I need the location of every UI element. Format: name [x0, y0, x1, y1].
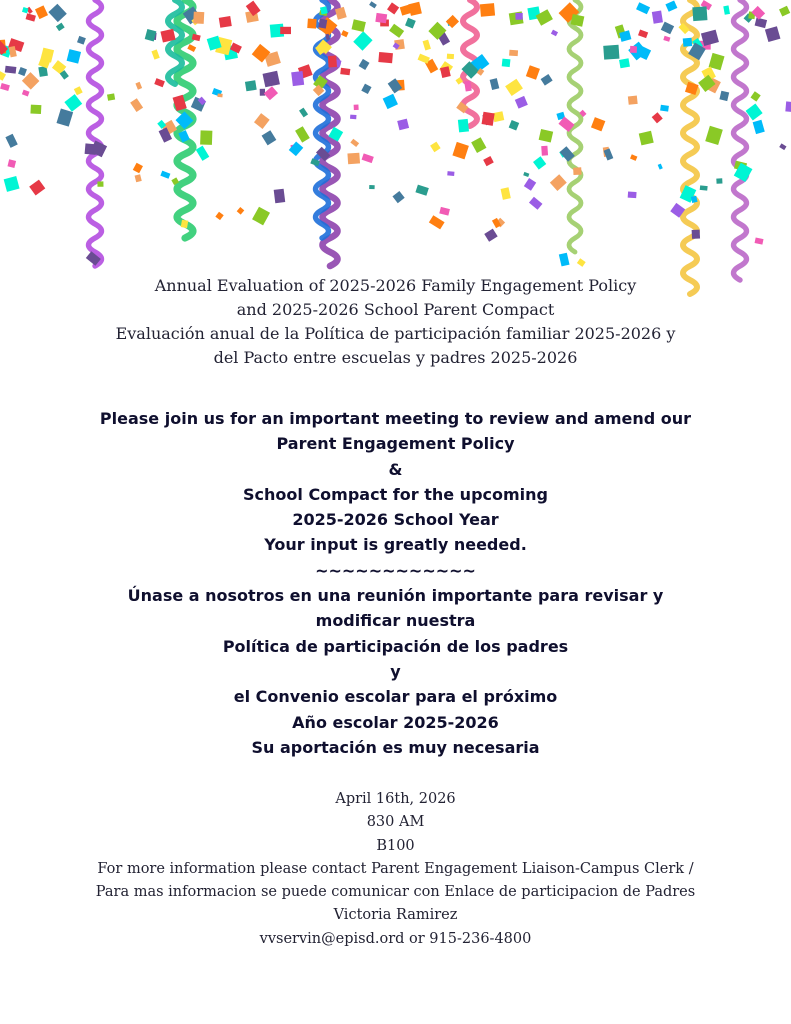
confetti-piece — [430, 142, 441, 153]
confetti-piece — [352, 19, 366, 32]
confetti-piece — [200, 130, 212, 145]
confetti-piece — [429, 215, 445, 229]
confetti-piece — [505, 79, 523, 96]
confetti-piece — [392, 191, 404, 203]
confetti-piece — [716, 178, 722, 184]
confetti-piece — [196, 146, 210, 161]
confetti-piece — [415, 185, 428, 196]
confetti-piece — [700, 185, 708, 190]
confetti-piece — [56, 109, 73, 127]
confetti-piece — [628, 96, 638, 105]
confetti-piece — [5, 66, 17, 74]
confetti-piece — [501, 187, 511, 200]
confetti-piece — [295, 126, 310, 142]
confetti-piece — [289, 142, 304, 157]
invite-es-line-5: el Convenio escolar para el próximo — [233, 687, 558, 707]
confetti-piece — [652, 112, 663, 123]
confetti-piece — [551, 30, 558, 37]
confetti-piece — [245, 80, 257, 91]
confetti-piece — [636, 2, 650, 14]
confetti-piece — [264, 86, 278, 100]
confetti-piece — [705, 126, 723, 145]
confetti-piece — [630, 46, 637, 53]
confetti-piece — [755, 238, 764, 245]
tilde-divider: ~~~~~~~~~~~~ — [315, 560, 476, 580]
invite-es-line-7: Su aportación es muy necesaria — [251, 737, 540, 757]
invite-es-line-3: Política de participación de los padres — [222, 636, 569, 656]
confetti-piece — [22, 90, 30, 97]
confetti-piece — [160, 171, 170, 179]
confetti-piece — [779, 6, 790, 17]
confetti-piece — [652, 11, 663, 24]
contact-text: For more information please contact Parent Engagement Liaison-Campus Clerk / Para mas informacion se puede comunicar con Enlace de participacion de Padres — [95, 860, 696, 901]
confetti-piece — [252, 207, 270, 226]
confetti-piece — [665, 1, 677, 12]
confetti-piece — [638, 30, 648, 39]
confetti-piece — [663, 36, 670, 42]
confetti-piece — [4, 176, 20, 192]
confetti-piece — [74, 86, 83, 95]
confetti-piece — [405, 18, 416, 29]
confetti-piece — [378, 52, 393, 63]
confetti-piece — [130, 98, 143, 112]
confetti-piece — [692, 230, 700, 239]
confetti-piece — [591, 117, 605, 131]
confetti-piece — [490, 78, 500, 90]
confetti-piece — [523, 172, 529, 177]
confetti-piece — [509, 50, 518, 56]
confetti-piece — [48, 4, 66, 22]
event-date: April 16th, 2026 — [335, 791, 456, 807]
confetti-piece — [254, 113, 270, 129]
confetti-piece — [483, 156, 494, 166]
confetti-piece — [577, 258, 586, 267]
confetti-piece — [683, 38, 692, 47]
confetti-piece — [274, 189, 286, 204]
confetti-piece — [280, 27, 291, 34]
confetti-piece — [347, 153, 360, 165]
confetti-piece — [755, 18, 767, 29]
confetti-piece — [35, 5, 48, 19]
confetti-piece — [56, 23, 65, 32]
confetti-piece — [408, 2, 422, 16]
confetti-piece — [493, 111, 505, 122]
confetti-piece — [215, 212, 223, 220]
confetti-piece — [389, 24, 404, 38]
confetti-piece — [135, 82, 142, 90]
confetti-piece — [750, 91, 760, 101]
confetti-piece — [423, 40, 431, 51]
confetti-piece — [29, 180, 45, 196]
confetti-piece — [447, 54, 454, 60]
confetti-piece — [7, 159, 16, 168]
confetti-piece — [753, 120, 765, 134]
invite-en-line-6: Your input is greatly needed. — [264, 535, 527, 555]
confetti-piece — [260, 89, 265, 96]
confetti-piece — [515, 13, 522, 20]
confetti-piece — [484, 229, 497, 242]
confetti-piece — [26, 13, 36, 21]
title-line-4: del Pacto entre escuelas y padres 2025-2026 — [213, 348, 578, 367]
confetti-piece — [573, 167, 581, 175]
confetti-piece — [135, 174, 142, 182]
confetti-piece — [362, 153, 374, 163]
invitation-message — [0, 406, 791, 760]
confetti-piece — [5, 134, 17, 148]
invite-es-line-6: Año escolar 2025-2026 — [292, 712, 499, 732]
confetti-piece — [353, 31, 372, 50]
confetti-piece — [193, 12, 204, 24]
confetti-piece — [723, 5, 730, 14]
confetti-piece — [375, 13, 387, 23]
confetti-piece — [187, 44, 196, 52]
confetti-piece — [560, 146, 575, 162]
invite-en-line-4: School Compact for the upcoming — [243, 484, 548, 504]
confetti-piece — [237, 207, 245, 215]
invite-es-line-2: modificar nuestra — [315, 611, 476, 631]
event-time: 830 AM — [366, 814, 425, 831]
confetti-piece — [639, 131, 654, 146]
confetti-piece — [291, 71, 304, 86]
confetti-piece — [350, 139, 359, 147]
confetti-piece — [18, 67, 27, 76]
confetti-piece — [151, 49, 159, 59]
confetti-piece — [107, 93, 115, 100]
confetti-piece — [350, 115, 356, 120]
confetti-piece — [0, 71, 6, 81]
confetti-piece — [765, 26, 781, 42]
title-line-3: Evaluación anual de la Política de participación familiar 2025-2026 y — [115, 324, 676, 343]
contact-name: Victoria Ramirez — [333, 907, 458, 924]
confetti-piece — [447, 171, 454, 176]
confetti-piece — [133, 163, 143, 174]
confetti-piece — [509, 120, 520, 131]
confetti-piece — [217, 94, 222, 98]
confetti-piece — [541, 74, 553, 86]
event-details — [0, 788, 791, 951]
confetti-piece — [219, 16, 232, 28]
confetti-piece — [85, 143, 97, 154]
confetti-piece — [482, 112, 495, 126]
invite-en-line-3: & — [388, 459, 403, 479]
title-line-1: Annual Evaluation of 2025-2026 Family Engagement Policy — [154, 276, 637, 295]
confetti-piece — [439, 207, 450, 216]
confetti-piece — [452, 142, 468, 159]
confetti-piece — [502, 59, 511, 67]
confetti-piece — [361, 84, 371, 94]
confetti-piece — [299, 108, 308, 118]
invite-en-line-2: Parent Engagement Policy — [276, 434, 515, 454]
confetti-piece — [387, 2, 399, 14]
confetti-piece — [471, 137, 486, 153]
invite-en-line-1: Please join us for an important meeting to review and amend our — [99, 409, 692, 428]
confetti-piece — [22, 7, 29, 13]
invite-es-line-1: Únase a nosotros en una reunión importante para revisar y — [127, 586, 664, 606]
confetti-piece — [262, 130, 277, 145]
confetti-piece — [661, 22, 674, 35]
confetti-piece — [628, 192, 637, 199]
title-line-2: and 2025-2026 School Parent Compact — [236, 300, 555, 319]
confetti-piece — [30, 105, 41, 114]
confetti-piece — [341, 30, 349, 37]
confetti-piece — [458, 119, 469, 132]
confetti-piece — [526, 65, 540, 80]
confetti-piece — [354, 105, 359, 111]
confetti-piece — [719, 91, 729, 101]
confetti-piece — [658, 164, 663, 170]
confetti-piece — [480, 3, 495, 17]
invite-en-line-5: 2025-2026 School Year — [292, 510, 499, 530]
streamer-1 — [89, 0, 102, 266]
confetti-piece — [541, 146, 548, 156]
confetti-piece — [328, 56, 337, 68]
confetti-piece — [67, 49, 81, 64]
confetti-piece — [263, 71, 280, 87]
confetti-piece — [630, 154, 637, 161]
confetti-piece — [529, 197, 543, 210]
confetti-piece — [340, 68, 350, 75]
confetti-piece — [533, 156, 546, 169]
confetti-piece — [515, 96, 528, 109]
confetti-piece — [779, 143, 786, 150]
confetti-piece — [64, 94, 82, 112]
confetti-piece — [539, 129, 554, 143]
confetti-piece — [0, 83, 10, 91]
confetti-piece — [369, 185, 375, 189]
confetti-piece — [307, 19, 316, 29]
confetti-piece — [446, 15, 459, 28]
confetti-piece — [97, 181, 103, 186]
confetti-piece — [154, 78, 165, 87]
confetti-piece — [785, 101, 791, 112]
confetti-piece — [397, 119, 409, 131]
confetti-piece — [619, 58, 630, 68]
confetti-streamers-decoration — [0, 0, 791, 320]
confetti-piece — [524, 178, 536, 191]
event-room: B100 — [376, 837, 415, 854]
confetti-piece — [701, 30, 719, 46]
contact-info: vvservin@episd.ord or 915-236-4800 — [259, 930, 532, 947]
confetti-piece — [318, 19, 327, 29]
confetti-piece — [559, 253, 570, 267]
confetti-piece — [603, 45, 619, 60]
confetti-piece — [550, 174, 567, 191]
confetti-piece — [181, 220, 189, 228]
invite-es-line-4: y — [390, 661, 401, 681]
confetti-piece — [692, 6, 707, 21]
confetti-piece — [359, 59, 370, 70]
confetti-piece — [369, 1, 377, 8]
confetti-piece — [77, 36, 86, 45]
streamer-8 — [734, 0, 747, 280]
confetti-piece — [383, 94, 398, 109]
event-title — [0, 274, 791, 370]
confetti-piece — [660, 105, 669, 112]
